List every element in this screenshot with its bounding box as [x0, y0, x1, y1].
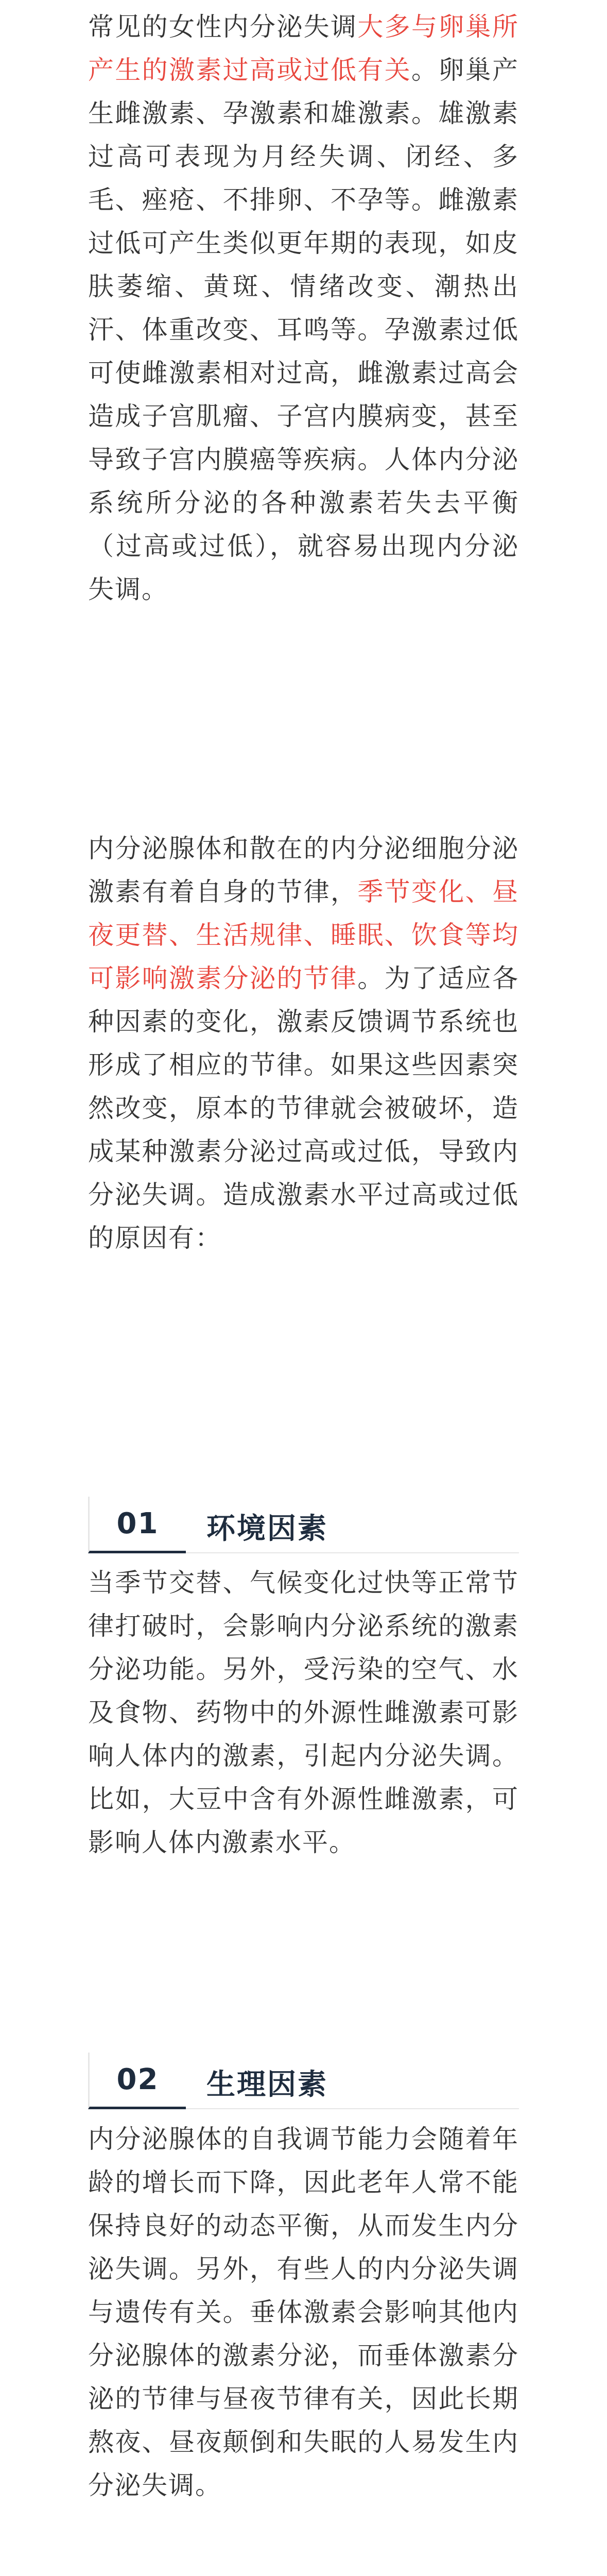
section-number: 02 [116, 2063, 159, 2096]
section-body-environment: 当季节交替、气候变化过快等正常节律打破时，会影响内分泌系统的激素分泌功能。另外，受污染的空气、水及食物、药物中的外源性雌激素可影响人体内的激素，引起内分泌失调。比如，大豆中含有外源性雌激素，可影响人体内激素水平。 [88, 1568, 519, 1857]
section-divider [186, 2108, 519, 2109]
intro-p1-text-continued: 。卵巢产生雌激素、孕激素和雄激素。雄激素过高可表现为月经失调、闭经、多毛、痤疮、不排卵、不孕等。雌激素过低可产生类似更年期的表现，如皮肤萎缩、黄斑、情绪改变、潮热出汗、体重改变、耳鸣等。孕激素过低可使雌激素相对过高，雌激素过高会造成子宫肌瘤、子宫内膜病变，甚至导致子宫内膜癌等疾病。人体内分泌系统所分泌的各种激素若失去平衡（过高或过低），就容易出现内分泌失调。 [88, 55, 519, 604]
section-body-physiology: 内分泌腺体的自我调节能力会随着年龄的增长而下降，因此老年人常不能保持良好的动态平衡，从而发生内分泌失调。另外，有些人的内分泌失调与遗传有关。垂体激素会影响其他内分泌腺体的激素分泌，而垂体激素分泌的节律与昼夜节律有关，因此长期熬夜、昼夜颠倒和失眠的人易发生内分泌失调。 [88, 2124, 519, 2500]
section-title: 环境因素 [206, 1512, 328, 1546]
section-number: 01 [116, 1507, 159, 1540]
section-divider [186, 1552, 519, 1553]
intro-p1-highlight: 大多与卵巢所产生的激素过高或过低有关 [88, 12, 519, 85]
intro-p1-text: 常见的女性内分泌失调 [88, 12, 358, 42]
section-title: 生理因素 [206, 2068, 328, 2102]
section-heading-physiology [88, 2053, 519, 2109]
section-heading-environment [88, 1497, 519, 1553]
section-number-box [88, 2053, 186, 2109]
intro-p2-text-continued: 。为了适应各种因素的变化，激素反馈调节系统也形成了相应的节律。如果这些因素突然改变，原本的节律就会被破坏，造成某种激素分泌过高或过低，导致内分泌失调。造成激素水平过高或过低的原因有： [88, 963, 519, 1253]
intro-p2-text: 内分泌腺体和散在的内分泌细胞分泌激素有着自身的节律， [88, 834, 519, 907]
intro-p2-highlight: 季节变化、昼夜更替、生活规律、睡眠、饮食等均可影响激素分泌的节律 [88, 877, 519, 993]
section-number-box [88, 1497, 186, 1553]
intro-paragraph-1 [88, 5, 519, 611]
intro-paragraph-2 [88, 827, 519, 1260]
